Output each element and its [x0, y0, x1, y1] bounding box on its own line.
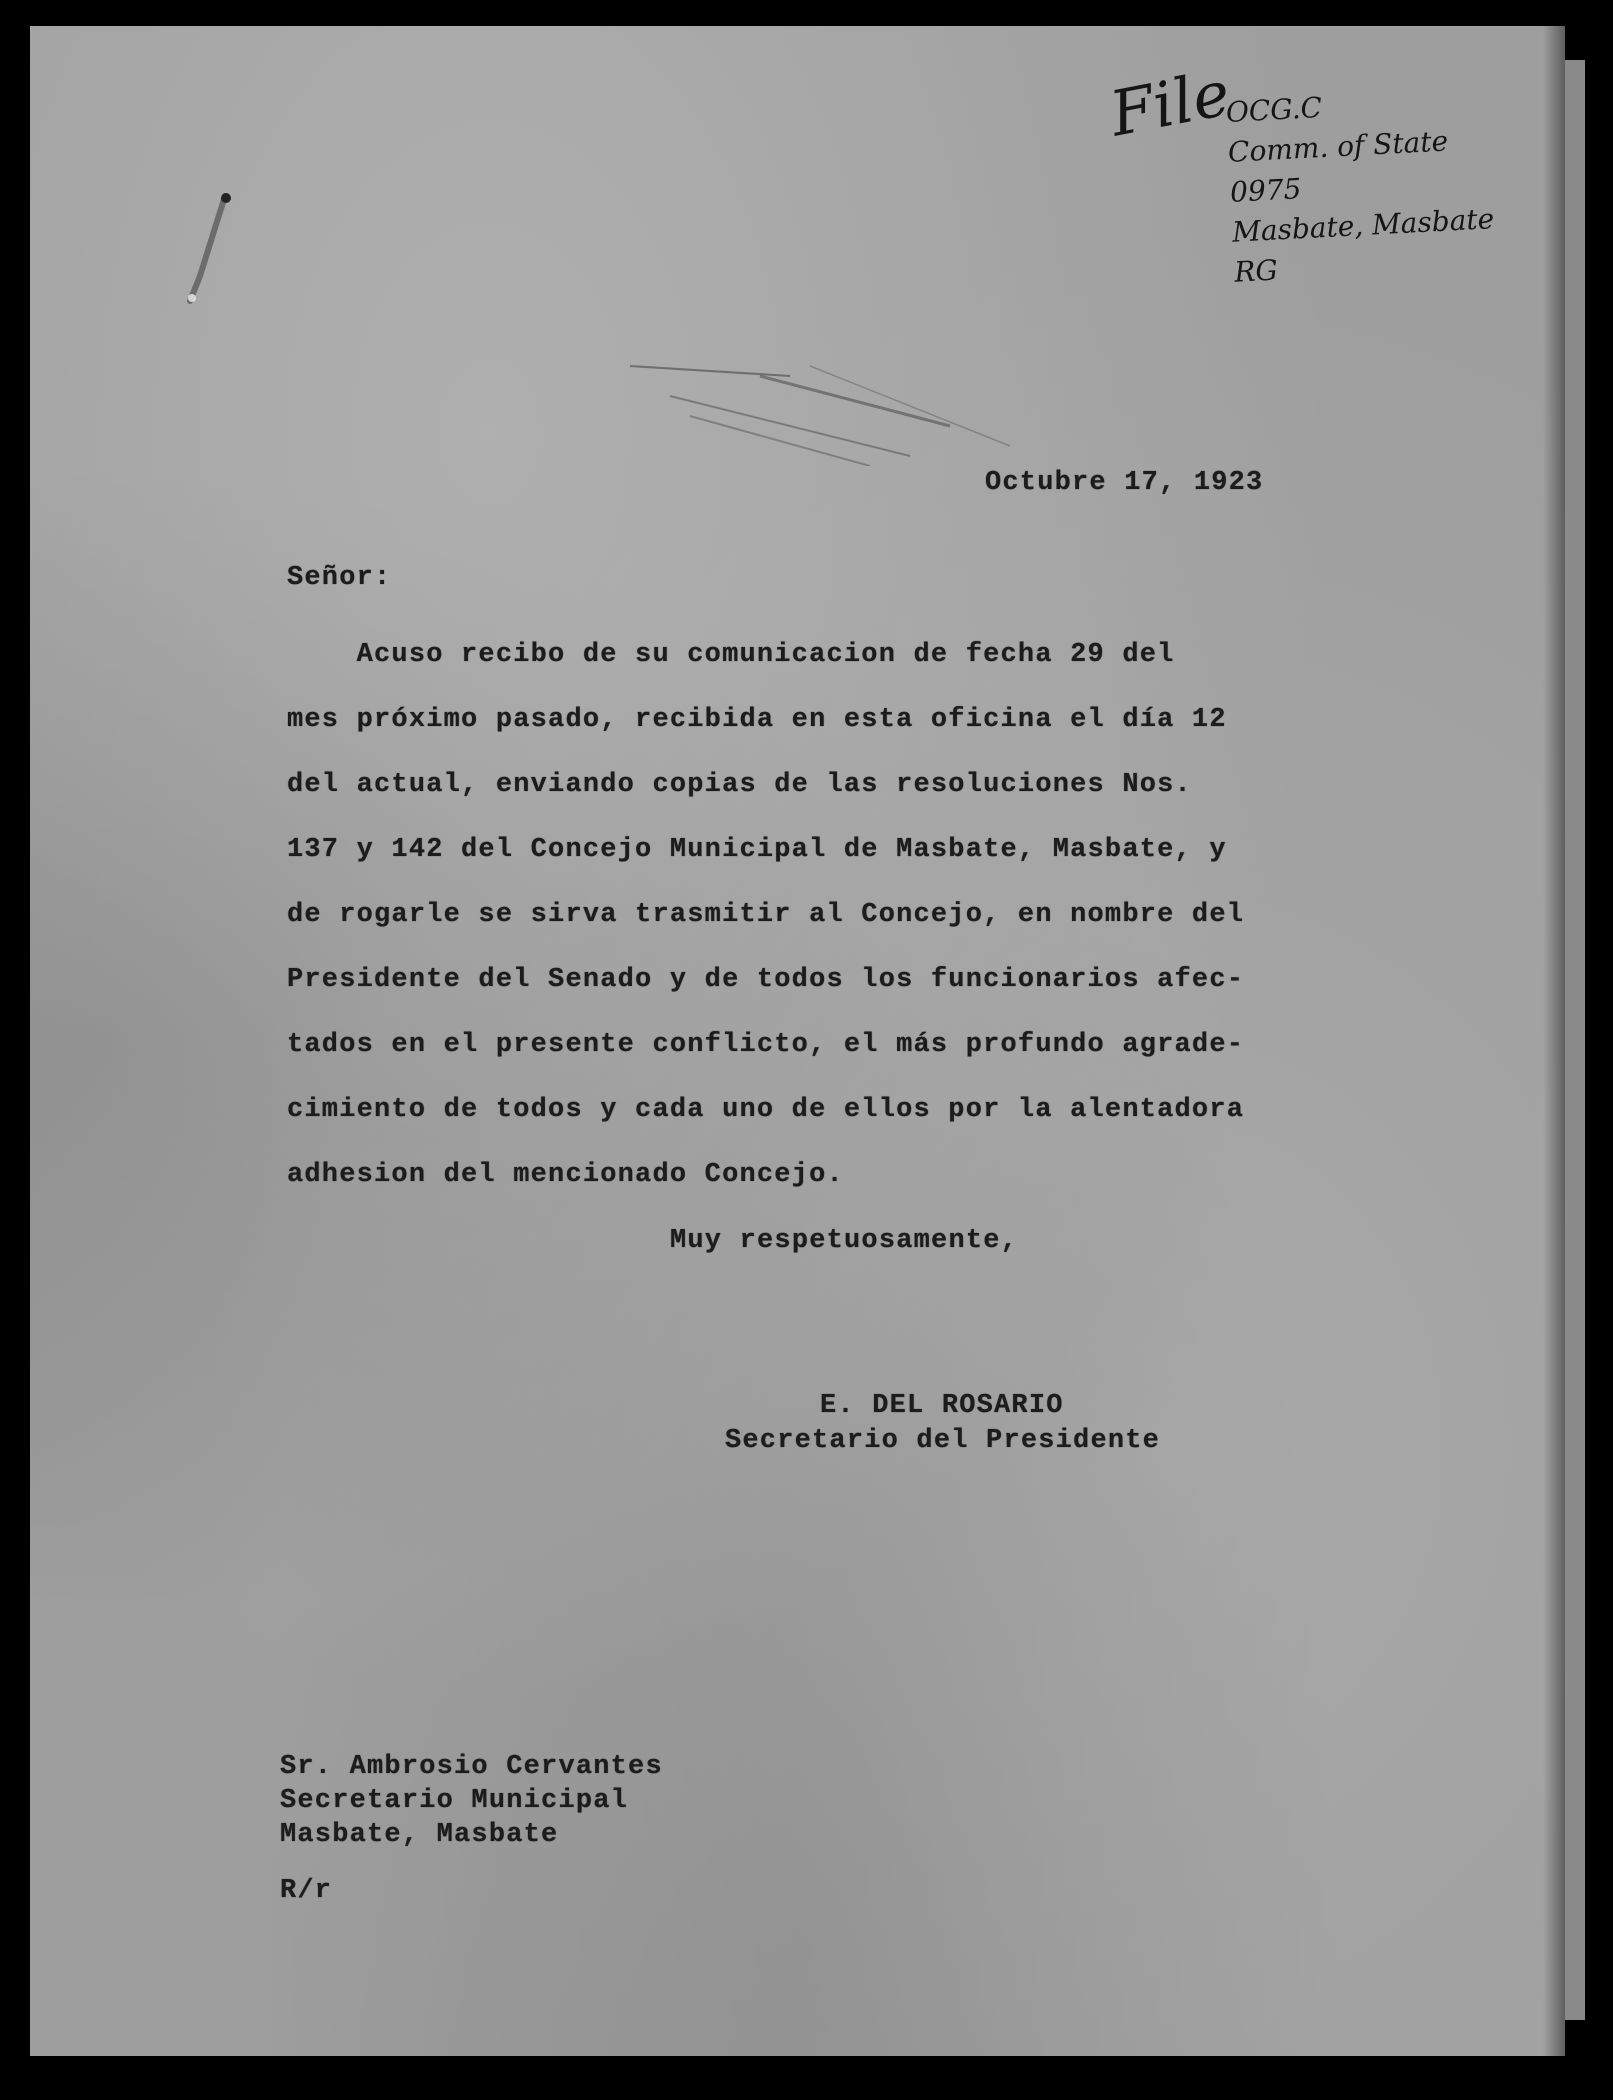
body-line: adhesion del mencionado Concejo.	[287, 1160, 844, 1190]
handwritten-line: Comm. of State	[1227, 124, 1449, 169]
body-line: 137 y 142 del Concejo Municipal de Masbate, Masbate, y	[287, 835, 1227, 865]
addressee-line: Secretario Municipal	[280, 1786, 629, 1816]
body-line: mes próximo pasado, recibida en esta oficina el día 12	[287, 705, 1227, 735]
handwritten-line: 0975	[1229, 172, 1303, 209]
body-line: del actual, enviando copias de las resoluciones Nos.	[287, 770, 1192, 800]
body-line: de rogarle se sirva trasmitir al Concejo, en nombre del	[287, 900, 1245, 930]
body-line: Acuso recibo de su comunicacion de fecha 29 del	[287, 640, 1175, 670]
handwritten-line: OCG.C	[1225, 90, 1323, 129]
staple-hole-mark	[170, 186, 250, 316]
signature-name: E. DEL ROSARIO	[820, 1391, 1064, 1421]
addressee-line: Masbate, Masbate	[280, 1820, 559, 1850]
body-line: tados en el presente conflicto, el más profundo agrade-	[287, 1030, 1245, 1060]
addressee-line: Sr. Ambrosio Cervantes	[280, 1752, 663, 1782]
typist-initials: R/r	[280, 1876, 333, 1906]
letter-date: Octubre 17, 1923	[985, 468, 1264, 498]
handwritten-line: Masbate, Masbate	[1231, 202, 1495, 249]
letter-salutation: Señor:	[287, 563, 392, 593]
handwritten-file-word: File	[1104, 56, 1236, 151]
page-shadow-edge	[1543, 26, 1565, 2056]
body-line: Presidente del Senado y de todos los funcionarios afec-	[287, 965, 1245, 995]
letter-closing: Muy respetuosamente,	[670, 1226, 1019, 1256]
signature-title: Secretario del Presidente	[725, 1426, 1161, 1456]
handwritten-line: RG	[1233, 253, 1279, 289]
document-page	[30, 26, 1565, 2056]
body-line: cimiento de todos y cada uno de ellos por la alentadora	[287, 1095, 1245, 1125]
handwritten-annotation	[1104, 56, 1497, 292]
ink-smudge	[610, 346, 1030, 466]
